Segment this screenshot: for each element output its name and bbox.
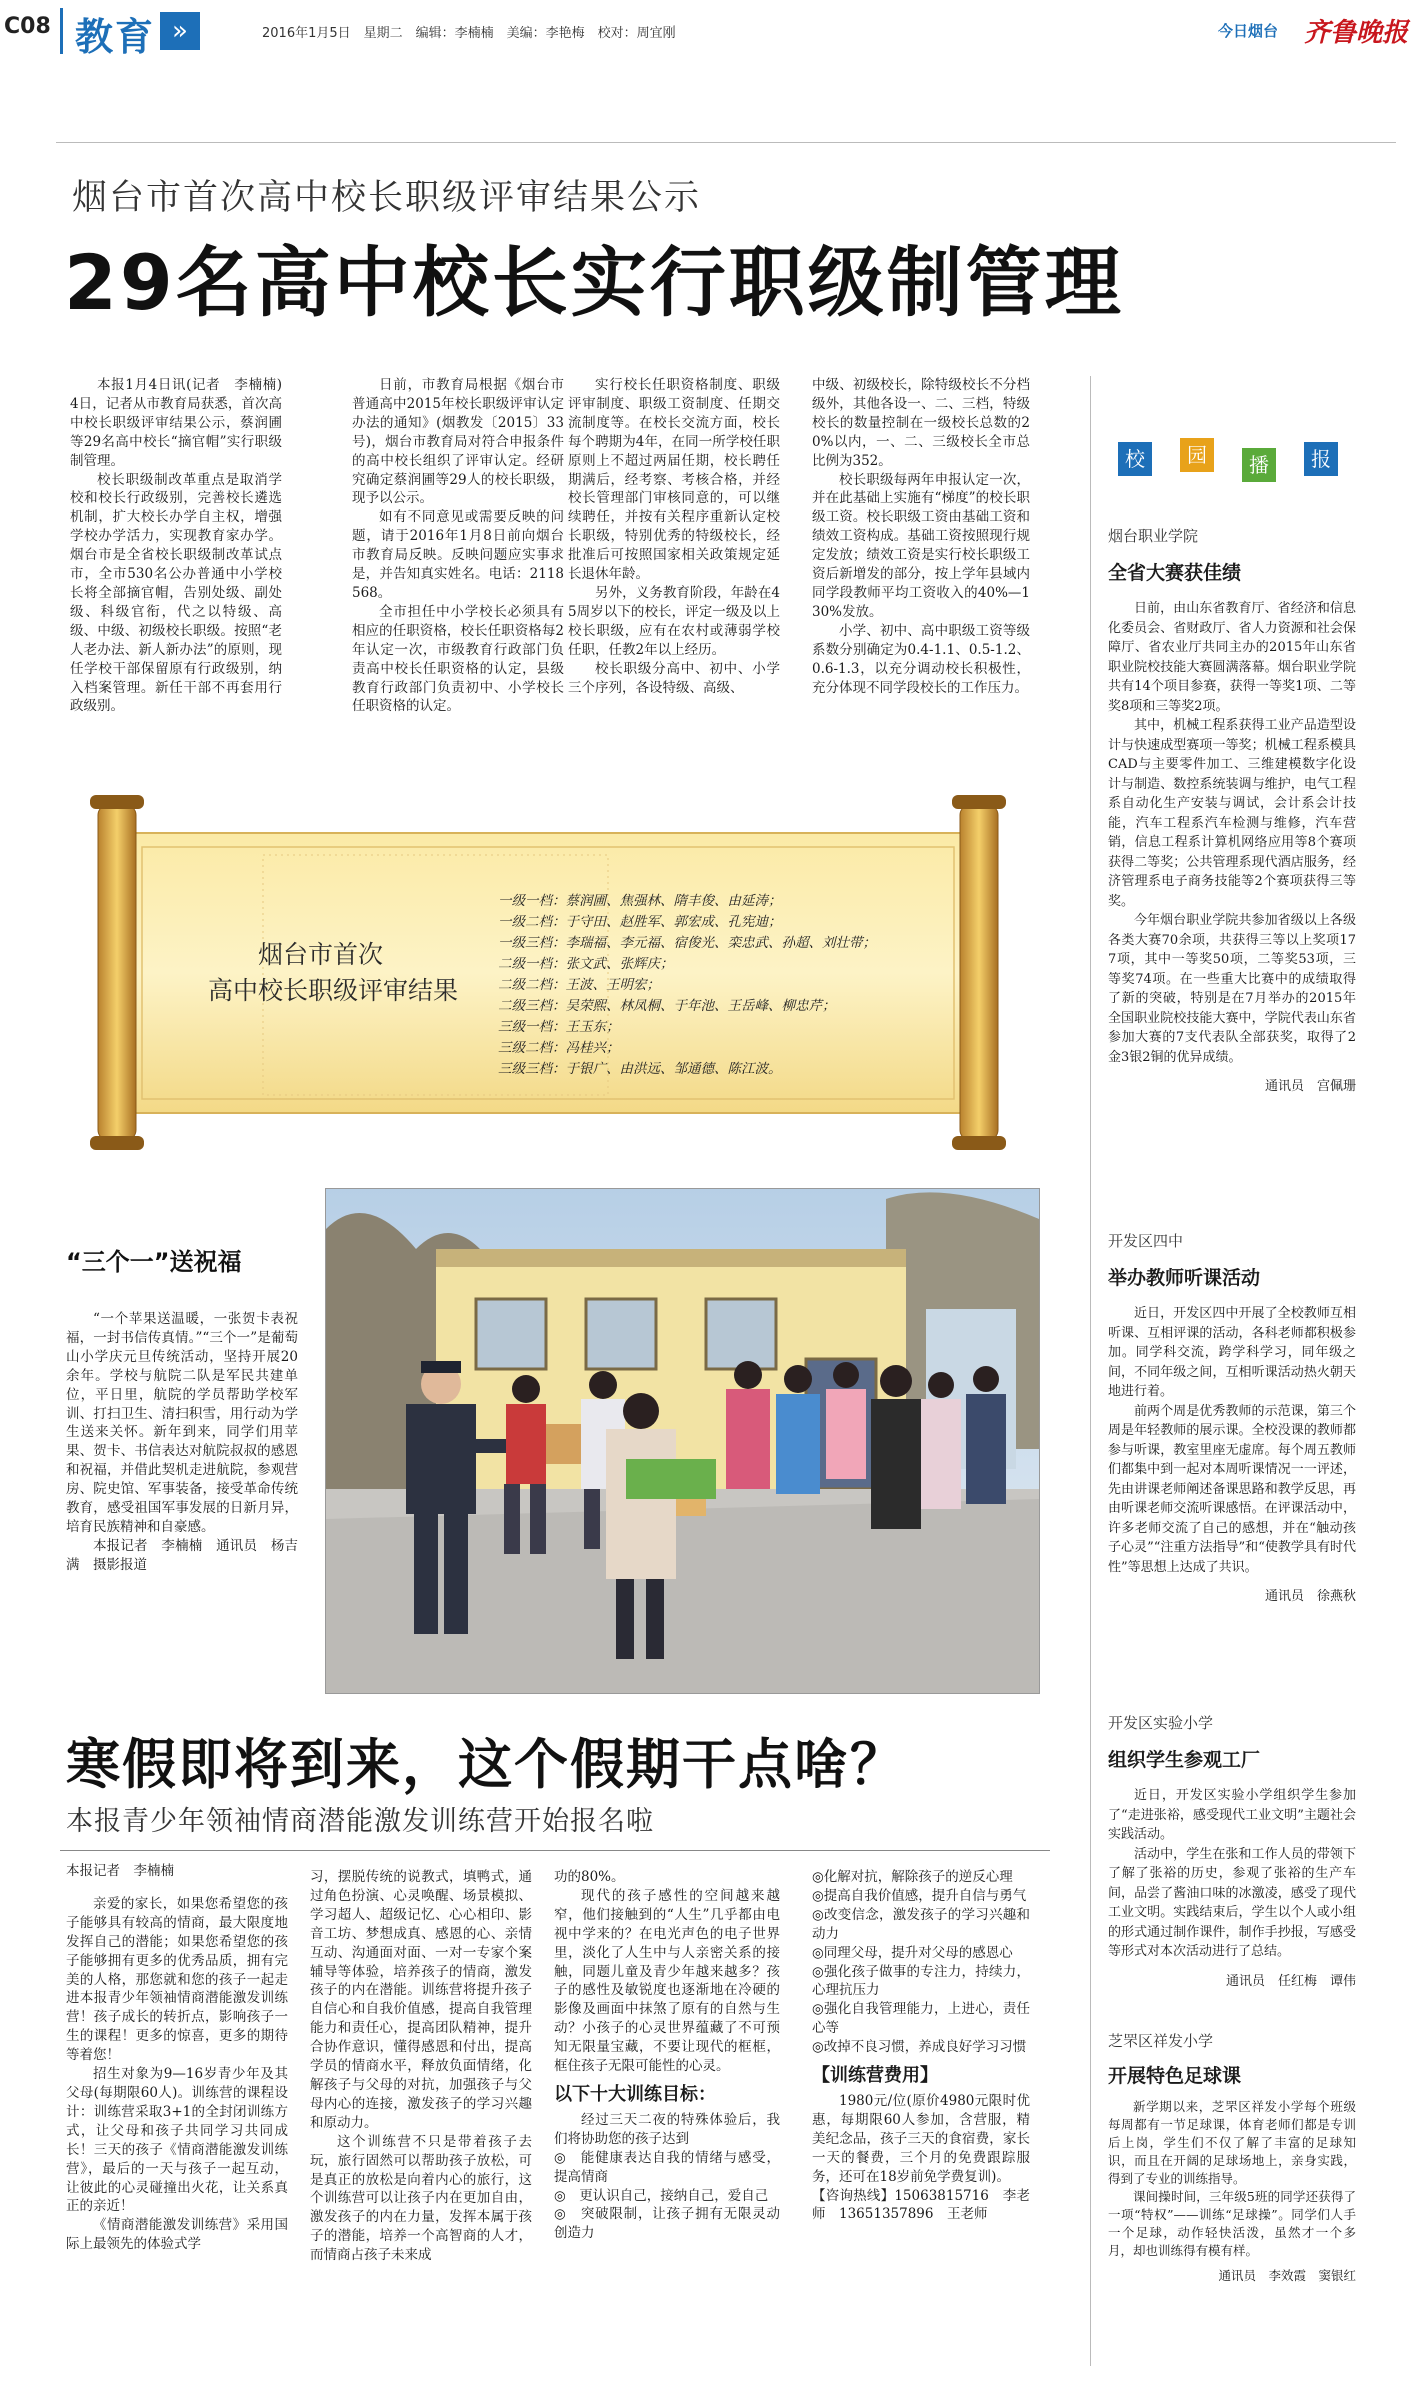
camp-paragraph: 招生对象为9—16岁青少年及其父母(每期限60人)。训练营的课程设计：训练营采取3+1的全封闭训练方式，让父母和孩子共同学习共同成长！三天的孩子《情商潜能激发训练营》，最后的一天与孩子一起互动，让彼此的心灵碰撞出火花，让关系真正的亲近！ [66, 2066, 288, 2215]
sidebar-item-source: 芝罘区祥发小学 [1108, 2032, 1214, 2050]
camp-subheadline: 本报青少年领袖情商潜能激发训练营开始报名啦 [66, 1806, 654, 1837]
news-photo [325, 1188, 1040, 1694]
rank-line: 二级二档：王波、王明宏； [498, 977, 660, 993]
camp-paragraph: 亲爱的家长，如果您希望您的孩子能够具有较高的情商，最大限度地发挥自己的潜能；如果您希望您的孩子能够拥有更多的优秀品质，拥有完美的人格，那您就和您的孩子一起走进本报青少年领袖情商潜能激发训练营！孩子成长的转折点，影响孩子一生的课程！更多的惊喜，更多的期待等着您！ [66, 1895, 288, 2064]
camp-paragraph: 经过三天二夜的特殊体验后，我们将协助您的孩子达到 [554, 2111, 780, 2147]
date-editor-line: 2016年1月5日 星期二 编辑：李楠楠 美编：李艳梅 校对：周宜刚 [262, 26, 676, 41]
camp-paragraph: 现代的孩子感性的空间越来越窄，他们接触到的“人生”几乎都由电视中学来的？在电光声色的电子世界里，淡化了人生中与人亲密关系的接触，同题儿童及青少年越来越多？孩子的感性及敏锐度也逐渐地在冷硬的影像及画面中抹煞了原有的自然与生动？小孩子的心灵世界蕴藏了不可预知无限量宝藏，不要让现代的框框，框住孩子无限可能性的心灵。 [554, 1887, 780, 2075]
lead-paragraph: 中级、初级校长，除特级校长不分档级外，其他各设一、二、三档，特级校长的数量控制在一级校长总数的20%以内，一、二、三级校长全市总比例为352。 [812, 377, 1030, 469]
camp-rule [60, 1850, 1050, 1851]
lead-paragraph: 校长职级制改革重点是取消学校和校长行政级别，完善校长遴选机制，扩大校长办学自主权，增强学校办学活力，实现教育家办学。烟台市是全省校长职级制改革试点市，全市530名公办普通中小学校长将全部摘官帽，告别处级、副处级、科级官衔，代之以特级、高级、中级、初级校长职级。按照“老人老办法、新人新办法”的原则，现任学校干部保留原有行政级别，纳入档案管理。新任干部不再套用行政级别。 [70, 471, 282, 715]
paper-logo: 齐鲁晚报 [1304, 18, 1409, 48]
sidebar-paragraph: 其中，机械工程系获得工业产品造型设计与快速成型赛项一等奖；机械工程系模具CAD与主要零件加工、三维建模数字化设计与制造、数控系统装调与维护，电气工程系自动化生产安装与调试，会计系会计技能，汽车工程系汽车检测与维修，汽车营销，信息工程系计算机网络应用等8个赛项获得二等奖；公共管理系现代酒店服务，经济管理系电子商务技能等2个赛项获得三等奖。 [1108, 718, 1356, 909]
sidebar-paragraph: 近日，开发区实验小学组织学生参加了“走进张裕，感受现代工业文明”主题社会实践活动。 [1108, 1788, 1356, 1842]
training-goal: ◎改掉不良习惯，养成良好学习习惯 [812, 2039, 1027, 2056]
lead-paragraph: 另外，义务教育阶段，年龄在45周岁以下的校长，评定一级及以上校长职级，应有在农村或薄弱学校任职，任教2年以上经历。 [568, 584, 780, 658]
lead-column-4 [812, 376, 1030, 697]
sidebar-item [1108, 525, 1356, 1094]
banner-char: 园 [1180, 438, 1214, 472]
camp-column-3 [554, 1868, 780, 2243]
camp-paragraph: 习，摆脱传统的说教式，填鸭式，通过角色扮演、心灵唤醒、场景模拟、学习超人、超级记忆、心心相印、影音工坊、梦想成真、感恩的心、亲情互动、沟通面对面、一对一专家个案辅导等体验，培养孩子的情商，激发孩子的内在潜能。训练营将提升孩子自信心和自我价值感，提高自我管理能力和责任心，提高团队精神，提升合协作意识，懂得感恩和付出，提高学员的情商水平，释放负面情绪，化解孩子与父母的对抗，加强孩子与父母内心的连接，激发孩子的学习兴趣和原动力。 [310, 1869, 532, 2131]
results-scroll [88, 795, 1008, 1150]
camp-paragraph: 这个训练营不只是带着孩子去玩，旅行固然可以帮助孩子放松，可是真正的放松是向着内心的旅行，这个训练营可以让孩子内在更加自由，激发孩子的内在力量，发挥本属于孩子的潜能，培养一个高智商的人才，而情商占孩子未来成 [310, 2133, 532, 2264]
lead-paragraph: 校长职级分高中、初中、小学三个序列，各设特级、高级、 [568, 660, 780, 696]
sidebar-paragraph: 前两个周是优秀教师的示范课，第三个周是年轻教师的展示课。全校没课的教师都参与听课，教室里座无虚席。每个周五教师们都集中到一起对本周听课情况一一评述，先由讲课老师阐述备课思路和教学反思，再由听课老师交流听课感悟。在评课活动中，许多老师交流了自己的感想，并在“触动孩子心灵”“注重方法指导”和“使教学具有时代性”等思想上达成了共识。 [1108, 1403, 1356, 1575]
rank-line: 三级二档：冯桂兴； [498, 1040, 620, 1056]
camp-column-1 [66, 1862, 288, 2254]
sidebar-byline: 通讯员 任红梅 谭伟 [1225, 1973, 1356, 1989]
lead-kicker: 烟台市首次高中校长职级评审结果公示 [72, 178, 702, 218]
sidebar-byline: 通讯员 宫佩珊 [1264, 1079, 1356, 1094]
banner-char: 报 [1304, 442, 1338, 476]
photo-illustration [326, 1189, 1039, 1693]
training-goal: ◎ 更认识自己，接纳自己，爱自己 [554, 2187, 769, 2204]
rank-line: 三级一档：王玉东； [498, 1019, 620, 1035]
section-chevron-icon: » [160, 12, 200, 50]
sidebar-paragraph: 课间操时间，三年级5班的同学还获得了一项“特权”——训练“足球操”。同学们人手一个足球，动作轻快活泼，虽然才一个多月，却也训练得有模有样。 [1108, 2189, 1356, 2258]
lead-paragraph: 小学、初中、高中职级工资等级系数分别确定为0.4-1.1、0.5-1.2、0.6-1.3，以充分调动校长积极性，充分体现不同学段校长的工作压力。 [812, 622, 1030, 696]
sidebar-divider [1090, 376, 1091, 2366]
camp-column-2 [310, 1868, 532, 2265]
sidebar-paragraph: 日前，由山东省教育厅、省经济和信息化委员会、省财政厅、省人力资源和社会保障厅、省农业厅共同主办的2015年山东省职业院校技能大赛圆满落幕。烟台职业学院共有14个项目参赛，获得一等奖1项、二等奖8项和三等奖2项。 [1108, 601, 1356, 714]
sidebar-item [1108, 1712, 1356, 1989]
edition-label: 今日烟台 [1218, 22, 1279, 40]
lead-paragraph: 校长职级每两年申报认定一次，并在此基础上实施有“梯度”的校长职级工资。校长职级工资由基础工资和绩效工资构成。基础工资按照现行规定发放；绩效工资是实行校长职级工资后新增发的部分，按上学年县域内同学段教师平均工资收入的40%—130%发放。 [812, 471, 1030, 620]
sidebar-paragraph: 今年烟台职业学院共参加省级以上各级各类大赛70余项，共获得三等以上奖项177项，其中一等奖50项，二等奖53项，三等奖74项。在一些重大比赛中的成绩取得了新的突破，特别是在7月举办的2015年全国职业院校技能大赛中，学院代表山东省参加大赛的7支代表队全部获奖，取得了2金3银2铜的优异成绩。 [1108, 913, 1356, 1065]
sidebar-item-title: 全省大赛获佳绩 [1108, 562, 1242, 584]
sidebar-item [1108, 2030, 1356, 2284]
sidebar-item-title: 举办教师听课活动 [1108, 1267, 1261, 1289]
fee-text: 1980元/位(原价4980元限时优惠，每期限60人参加，含营服，精美纪念品，孩子三天的食宿费，家长一天的餐费，三个月的免费跟踪服务，还可在18岁前免学费复训)。 [812, 2092, 1030, 2185]
lead-headline: 29名高中校长实行职级制管理 [64, 238, 1124, 327]
lead-paragraph: 本报1月4日讯(记者 李楠楠) 4日，记者从市教育局获悉，首次高中校长职级评审结果公示，蔡润圃等29名高中校长“摘官帽”实行职级制管理。 [70, 377, 296, 469]
banner-char: 播 [1242, 448, 1276, 482]
sidebar-paragraph: 近日，开发区四中开展了全校教师互相听课、互相评课的活动，各科老师都积极参加。同学科交流，跨学科学习，同年级之间，不同年级之间，互相听课活动热火朝天地进行着。 [1108, 1306, 1356, 1399]
training-goal: ◎改变信念，激发孩子的学习兴趣和动力 [812, 1906, 1030, 1942]
header-rule [56, 142, 1396, 143]
lead-paragraph: 日前，市教育局根据《烟台市普通高中2015年校长职级评审认定办法的通知》(烟教发〔2015〕33号)，烟台市教育局对符合申报条件的高中校长组织了评审认定。经研究确定蔡润圃等29人的校长职级，现予以公示。 [352, 377, 564, 507]
training-goal: ◎强化孩子做事的专注力，持续力，心理抗压力 [812, 1963, 1030, 1999]
sidebar-item-title: 组织学生参观工厂 [1108, 1749, 1261, 1771]
fee-heading: 【训练营费用】 [812, 2065, 938, 2087]
camp-paragraph: 功的80%。 [554, 1869, 625, 1885]
lead-column-2 [352, 376, 564, 716]
sidebar-byline: 通讯员 李效霞 窦银红 [1218, 2268, 1356, 2283]
sidebar-byline: 通讯员 徐燕秋 [1264, 1589, 1356, 1604]
sidebar-item-title: 开展特色足球课 [1108, 2065, 1242, 2087]
training-goals-heading: 以下十大训练目标： [554, 2083, 716, 2105]
sidebar-item-source: 烟台职业学院 [1108, 527, 1199, 545]
scroll-rank-list [498, 891, 876, 1080]
sidebar-paragraph: 活动中，学生在张和工作人员的带领下了解了张裕的历史，参观了张裕的生产车间，品尝了酱油口味的冰激凌，感受了现代工业文明。实践结束后，学生以个人或小组的形式通过制作课件，制作手抄报，写感受等形式对本次活动进行了总结。 [1108, 1846, 1356, 1959]
sidebar-item-source: 开发区实验小学 [1108, 1714, 1214, 1732]
lead-column-3 [568, 376, 780, 697]
camp-byline: 本报记者 李楠楠 [66, 1863, 174, 1879]
rank-line: 二级一档：张文武、张辉庆； [498, 956, 674, 972]
lead-column-1 [70, 376, 296, 716]
training-goal: ◎ 突破限制，让孩子拥有无限灵动创造力 [554, 2206, 780, 2242]
scroll-title-line-2: 高中校长职级评审结果 [208, 976, 459, 1005]
rank-line: 一级三档：李瑞福、李元福、宿俊光、栾忠武、孙超、刘壮带； [498, 935, 876, 951]
camp-headline: 寒假即将到来，这个假期干点啥？ [66, 1733, 906, 1796]
blessing-title: “三个一”送祝福 [66, 1248, 242, 1276]
sidebar-paragraph: 新学期以来，芝罘区祥发小学每个班级每周都有一节足球课，体育老师们都是专训后上岗，学生们不仅了解了丰富的足球知识，而且在开阔的足球场地上，亲身实践，得到了专业的训练指导。 [1108, 2099, 1356, 2186]
rank-line: 一级一档：蔡润圃、焦强林、隋丰俊、由延涛； [498, 893, 782, 909]
page-number: C08 [4, 14, 51, 39]
training-goal: ◎化解对抗，解除孩子的逆反心理 [812, 1869, 1013, 1885]
training-goal: ◎强化自我管理能力，上进心，责任心等 [812, 2001, 1030, 2037]
camp-column-4 [812, 1868, 1030, 2224]
lead-paragraph: 如有不同意见或需要反映的问题，请于2016年1月8日前向烟台市教育局反映。反映问题应实事求是，并告知真实姓名。电话：2118568。 [352, 509, 564, 601]
training-goal: ◎ 能健康表达自我的情绪与感受，提高情商 [554, 2149, 780, 2185]
scroll-title-line-1: 烟台市首次 [258, 940, 384, 969]
header-divider [60, 8, 63, 54]
lead-paragraph: 全市担任中小学校长必须具有相应的任职资格，校长任职资格每2年认定一次，市级教育行政部门负责高中校长任职资格的认定，县级教育行政部门负责初中、小学校长任职资格的认定。 [352, 603, 564, 715]
section-title: 教育 [75, 15, 156, 59]
hotline-text: 【咨询热线】15063815716 李老师 13651357896 王老师 [812, 2187, 1030, 2223]
sidebar-item-source: 开发区四中 [1108, 1232, 1184, 1250]
training-goal: ◎同理父母，提升对父母的感恩心 [812, 1944, 1013, 1961]
header-bar [0, 0, 1417, 62]
banner-char: 校 [1118, 442, 1152, 476]
blessing-body [66, 1310, 298, 1575]
blessing-paragraph: “一个苹果送温暖，一张贺卡表祝福，一封书信传真情。”“三个一”是葡萄山小学庆元旦传统活动，坚持开展20余年。学校与航院二队是军民共建单位，平日里，航院的学员帮助学校军训、打扫卫生、清扫积雪，用行动为学生送来关怀。新年到来，同学们用苹果、贺卡、书信表达对航院叔叔的感恩和祝福，并借此契机走进航院，参观营房、院史馆、军事装备，接受革命传统教育，感受祖国军事发展的日新月异，培育民族精神和自豪感。 [66, 1311, 298, 1535]
rank-line: 三级三档：于银广、由洪远、邹通德、陈江波。 [498, 1061, 782, 1077]
rank-line: 一级二档：于守田、赵胜军、郭宏成、孔宪迪； [498, 914, 782, 930]
blessing-byline: 本报记者 李楠楠 通讯员 杨吉满 摄影报道 [66, 1537, 298, 1573]
rank-line: 二级三档：吴荣熙、林凤桐、于年池、王岳峰、柳忠芹； [498, 998, 836, 1014]
sidebar-item [1108, 1230, 1356, 1604]
campus-news-banner [1118, 438, 1358, 478]
training-goal: ◎提高自我价值感，提升自信与勇气 [812, 1887, 1027, 1904]
camp-paragraph: 《情商潜能激发训练营》采用国际上最领先的体验式学 [66, 2217, 288, 2253]
lead-paragraph: 实行校长任职资格制度、职级评审制度、职级工资制度、任期交流制度等。在校长交流方面，校长每个聘期为4年，在同一所学校任职原则上不超过两届任期，校长聘任期满后，经考察、考核合格，并经校长管理部门审核同意的，可以继续聘任，并按有关程序重新认定校长职级，特别优秀的特级校长，经批准后可按照国家相关政策规定延长退休年龄。 [568, 377, 780, 583]
